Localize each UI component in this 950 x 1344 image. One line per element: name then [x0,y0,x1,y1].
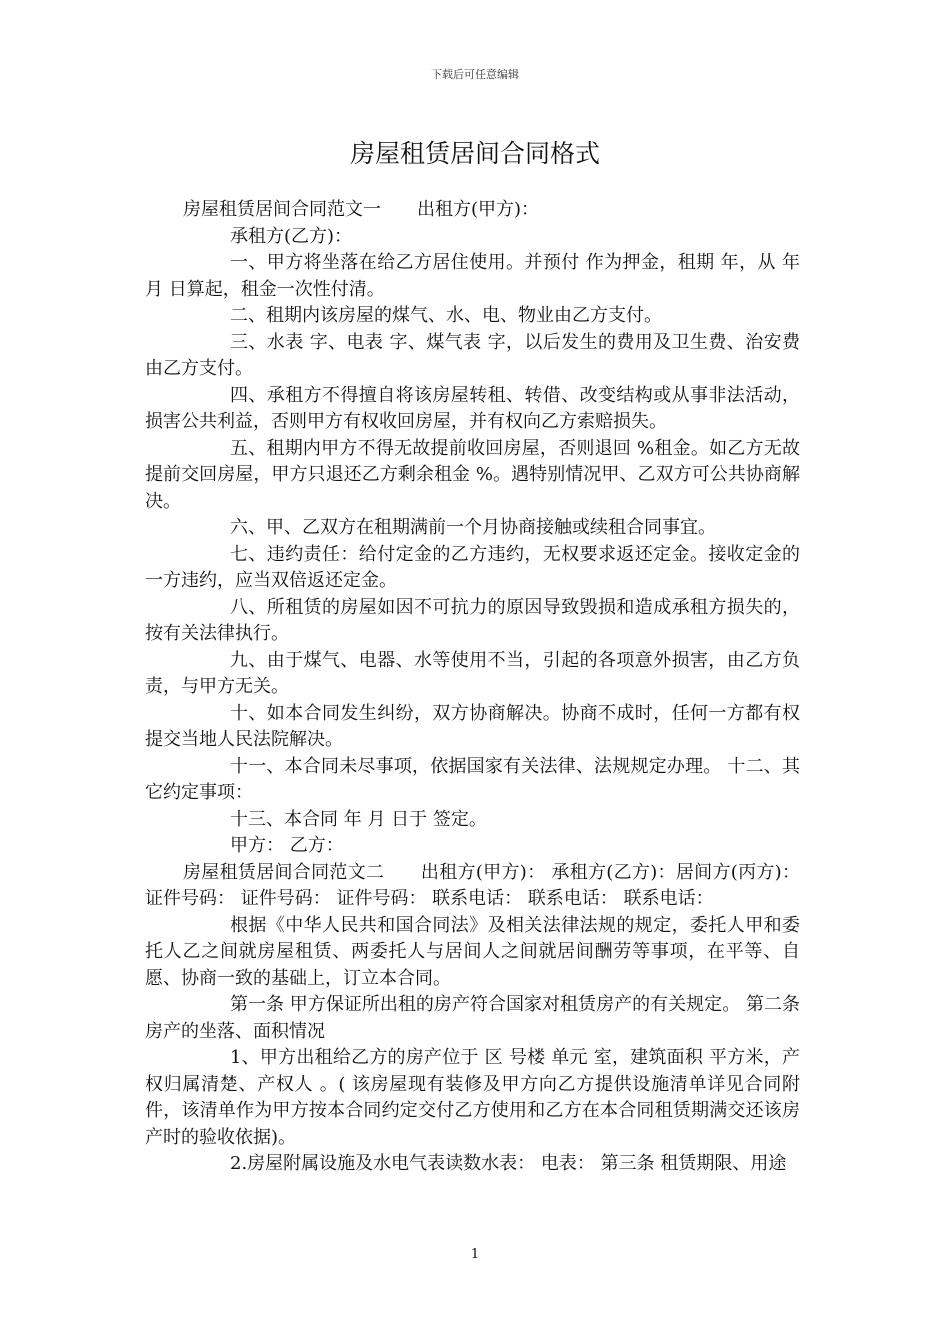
paragraph: 九、由于煤气、电器、水等使用不当，引起的各项意外损害，由乙方负责，与甲方无关。 [145,649,800,697]
paragraph: 十一、本合同未尽事项，依据国家有关法律、法规规定办理。 十二、其它约定事项： [145,755,800,803]
paragraph: 1、甲方出租给乙方的房产位于 区 号楼 单元 室，建筑面积 平方米，产权归属清楚、产权人 。( 该房屋现有装修及甲方向乙方提供设施清单详见合同附件，该清单作为甲方按本合同约定交付乙方使用和乙方在本合同租赁期满交还该房产时的验收依据)。 [145,1047,800,1148]
paragraph: 七、违约责任：给付定金的乙方违约，无权要求返还定金。接收定金的一方违约，应当双倍返还定金。 [145,543,800,591]
paragraph: 第一条 甲方保证所出租的房产符合国家对租赁房产的有关规定。 第二条 房产的坐落、面积情况 [145,994,800,1042]
paragraph: 四、承租方不得擅自将该房屋转租、转借、改变结构或从事非法活动，损害公共利益，否则甲方有权收回房屋，并有权向乙方索赔损失。 [145,384,800,432]
paragraph: 十三、本合同 年 月 日于 签定。 [230,808,487,830]
paragraph: 甲方： 乙方： [230,835,344,856]
document-body [145,197,800,1178]
paragraph: 根据《中华人民共和国合同法》及相关法律法规的规定，委托人甲和委托人乙之间就房屋租赁、两委托人与居间人之间就居间酬劳等事项，在平等、自愿、协商一致的基础上，订立本合同。 [145,914,800,989]
paragraph: 房屋租赁居间合同范文一 出租方(甲方)： [183,199,540,220]
paragraph: 一、甲方将坐落在给乙方居住使用。并预付 作为押金，租期 年，从 年 月 日算起，租金一次性付清。 [145,252,800,300]
paragraph: 承租方(乙方)： [230,225,353,247]
paragraph: 2.房屋附属设施及水电气表读数水表： 电表： 第三条 租赁期限、用途 [230,1153,787,1174]
document-title: 房屋租赁居间合同格式 [349,139,600,168]
header-note: 下载后可任意编辑 [431,68,519,81]
paragraph: 六、甲、乙双方在租期满前一个月协商接触或续租合同事宜。 [230,517,716,538]
paragraph: 房屋租赁居间合同范文二 出租方(甲方)： 承租方(乙方)：居间方(丙方)： 证件号码： 证件号码： 证件号码： 联系电话： 联系电话： 联系电话： [145,861,800,909]
page-number: 1 [470,1247,480,1262]
paragraph: 二、租期内该房屋的煤气、水、电、物业由乙方支付。 [230,305,662,326]
paragraph: 八、所租赁的房屋如因不可抗力的原因导致毁损和造成承租方损失的，按有关法律执行。 [145,596,800,644]
paragraph: 三、水表 字、电表 字、煤气表 字，以后发生的费用及卫生费、治安费由乙方支付。 [145,331,800,379]
paragraph: 五、租期内甲方不得无故提前收回房屋，否则退回 %租金。如乙方无故提前交回房屋，甲方只退还乙方剩余租金 %。遇特别情况甲、乙双方可公共协商解决。 [145,437,800,512]
paragraph: 十、如本合同发生纠纷，双方协商解决。协商不成时，任何一方都有权提交当地人民法院解决。 [145,702,800,750]
